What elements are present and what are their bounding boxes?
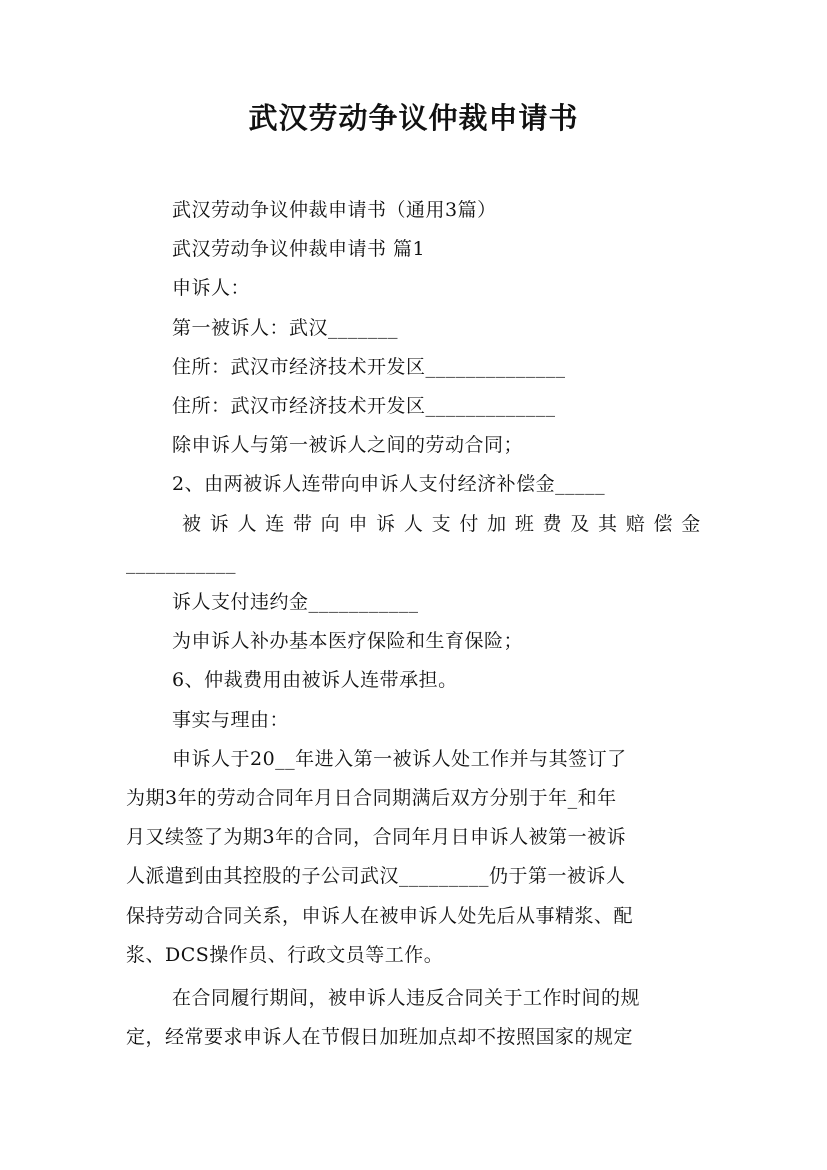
text-line: 住所：武汉市经济技术开发区_____________: [172, 395, 556, 418]
justified-char: 付: [459, 512, 479, 535]
justified-char: 人: [237, 512, 257, 535]
justified-char: 向: [320, 512, 341, 535]
paragraph-line: 定，经常要求申诉人在节假日加班加点却不按照国家的规定: [126, 1026, 634, 1049]
paragraph-line: 保持劳动合同关系，申诉人在被申诉人处先后从事精浆、配: [126, 904, 634, 927]
text-line: 2、由两被诉人连带向申诉人支付经济补偿金_____: [172, 473, 606, 496]
justified-char: 诉: [376, 512, 396, 535]
facts-heading: 事实与理由：: [172, 708, 290, 731]
continuation-line: ___________: [126, 551, 236, 574]
paragraph-line: 浆、DCS操作员、行政文员等工作。: [126, 943, 444, 966]
justified-char: 人: [403, 512, 424, 535]
justified-char: 金: [681, 512, 701, 535]
justified-char: 及: [570, 512, 590, 535]
justified-char: 连: [265, 512, 285, 535]
justified-char: 赔: [625, 512, 646, 535]
paragraph-line: 为期3年的劳动合同年月日合同期满后双方分别于年_和年: [126, 787, 617, 810]
justified-char: 加: [487, 512, 507, 535]
justified-char: 申: [348, 512, 368, 535]
paragraph-line: 人派遣到由其控股的子公司武汉_________仍于第一被诉人: [126, 865, 626, 888]
justified-char: 其: [598, 512, 618, 535]
document-body: [126, 191, 701, 1057]
text-line: 申诉人：: [172, 277, 251, 300]
text-line: 为申诉人补办基本医疗保险和生育保险；: [172, 630, 524, 653]
text-line: 住所：武汉市经济技术开发区______________: [172, 355, 566, 378]
text-line: 除申诉人与第一被诉人之间的劳动合同；: [172, 434, 524, 457]
paragraph-line: 在合同履行期间，被申诉人违反合同关于工作时间的规: [172, 987, 641, 1010]
section-heading: 武汉劳动争议仲裁申请书 篇1: [172, 238, 426, 261]
justified-char: 带: [292, 512, 313, 535]
justified-char: 班: [514, 512, 535, 535]
justified-text-line: [126, 505, 701, 544]
document-title: 武汉劳动争议仲裁申请书: [248, 101, 579, 135]
justified-char: 被: [182, 512, 202, 535]
text-line: 第一被诉人：武汉_______: [172, 316, 399, 339]
paragraph-line: 申诉人于20__年进入第一被诉人处工作并与其签订了: [172, 747, 627, 770]
justified-char: 费: [542, 512, 563, 535]
paragraph-line: 月又续签了为期3年的合同，合同年月日申诉人被第一被诉: [126, 826, 627, 849]
subtitle-line: 武汉劳动争议仲裁申请书（通用3篇）: [172, 199, 497, 221]
justified-char: 支: [431, 512, 452, 535]
justified-char: 诉: [209, 512, 230, 535]
text-line: 6、仲裁费用由被诉人连带承担。: [172, 669, 458, 692]
justified-char: 偿: [653, 512, 673, 535]
text-line: 诉人支付违约金___________: [172, 591, 419, 614]
